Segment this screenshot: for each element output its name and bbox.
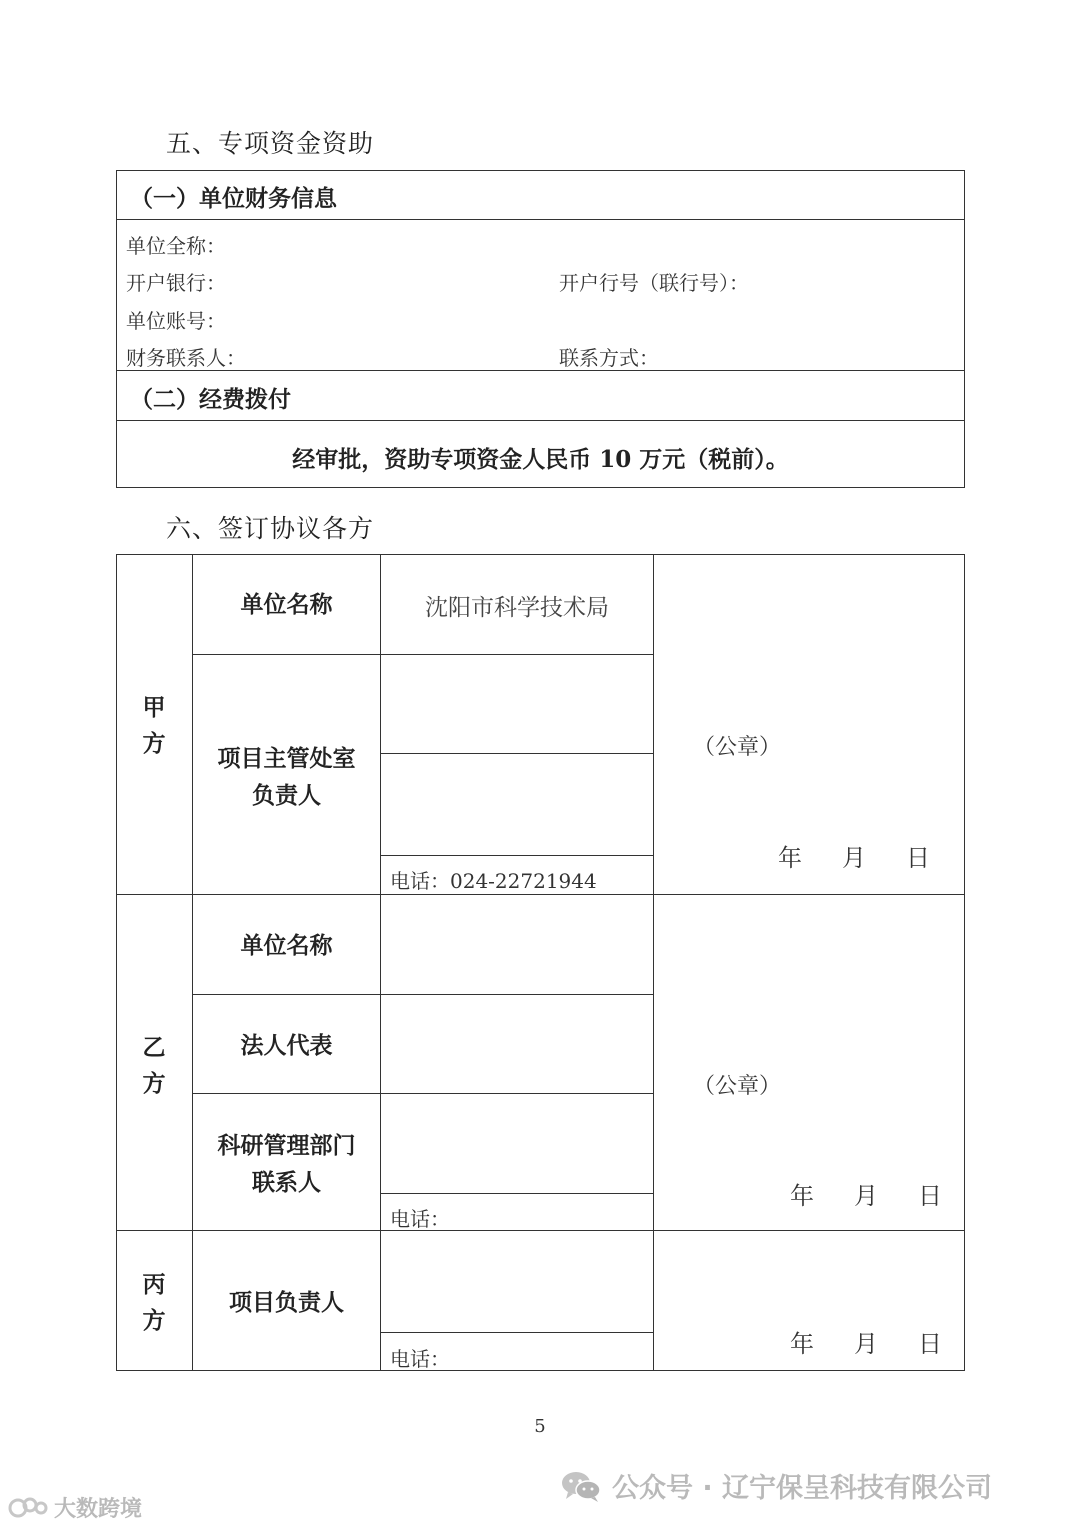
party-b-phone: 电话： [390, 1207, 450, 1231]
party-a-unit-name-value: 沈阳市科学技术局 [425, 595, 609, 621]
party-b-label: 乙 方 [142, 1034, 166, 1097]
party-b-legal-rep-label: 法人代表 [240, 1032, 333, 1059]
party-a-unit-name-label: 单位名称 [240, 591, 333, 618]
section6-title: 六、签订协议各方 [166, 514, 375, 543]
party-b-seal: （公章） [693, 1074, 782, 1099]
party-b-research-contact-label: 科研管理部门 联系人 [217, 1132, 356, 1196]
page-number: 5 [534, 1416, 546, 1437]
party-a-date: 年 月 日 [778, 844, 930, 872]
bank-label: 开户银行： [126, 271, 226, 295]
party-a-seal: （公章） [693, 735, 782, 760]
bank-code-label: 开户行号（联行号）： [559, 271, 749, 295]
watermark-left [8, 1492, 142, 1523]
account-label: 单位账号： [126, 309, 226, 333]
watermark-right [560, 1466, 992, 1505]
watermark-left-text: 大数跨境 [54, 1497, 143, 1522]
wechat-icon [560, 1469, 602, 1503]
funding-heading: （二）经费拨付 [130, 386, 291, 413]
party-a-supervisor-label: 项目主管处室 负责人 [217, 745, 356, 809]
party-c-project-lead-label: 项目负责人 [229, 1289, 344, 1316]
party-c-date: 年 月 日 [790, 1330, 942, 1358]
party-b-unit-name-label: 单位名称 [240, 932, 333, 959]
watermark-right-text: 公众号 · 辽宁保呈科技有限公司 [612, 1473, 993, 1504]
finance-info-heading: （一）单位财务信息 [130, 185, 337, 212]
contact-method-label: 联系方式： [559, 346, 659, 370]
watermark-logo-icon [8, 1495, 50, 1521]
party-a-phone: 电话：024-22721944 [390, 869, 597, 893]
party-c-phone: 电话： [390, 1347, 450, 1371]
party-c-label: 丙 方 [142, 1271, 166, 1334]
finance-contact-label: 财务联系人： [126, 346, 246, 370]
section5-title: 五、专项资金资助 [166, 129, 375, 158]
funding-statement: 经审批，资助专项资金人民币 10 万元（税前）。 [292, 446, 789, 473]
unit-full-name-label: 单位全称： [126, 234, 226, 258]
party-a-label: 甲 方 [142, 694, 166, 757]
party-b-date: 年 月 日 [790, 1182, 942, 1210]
